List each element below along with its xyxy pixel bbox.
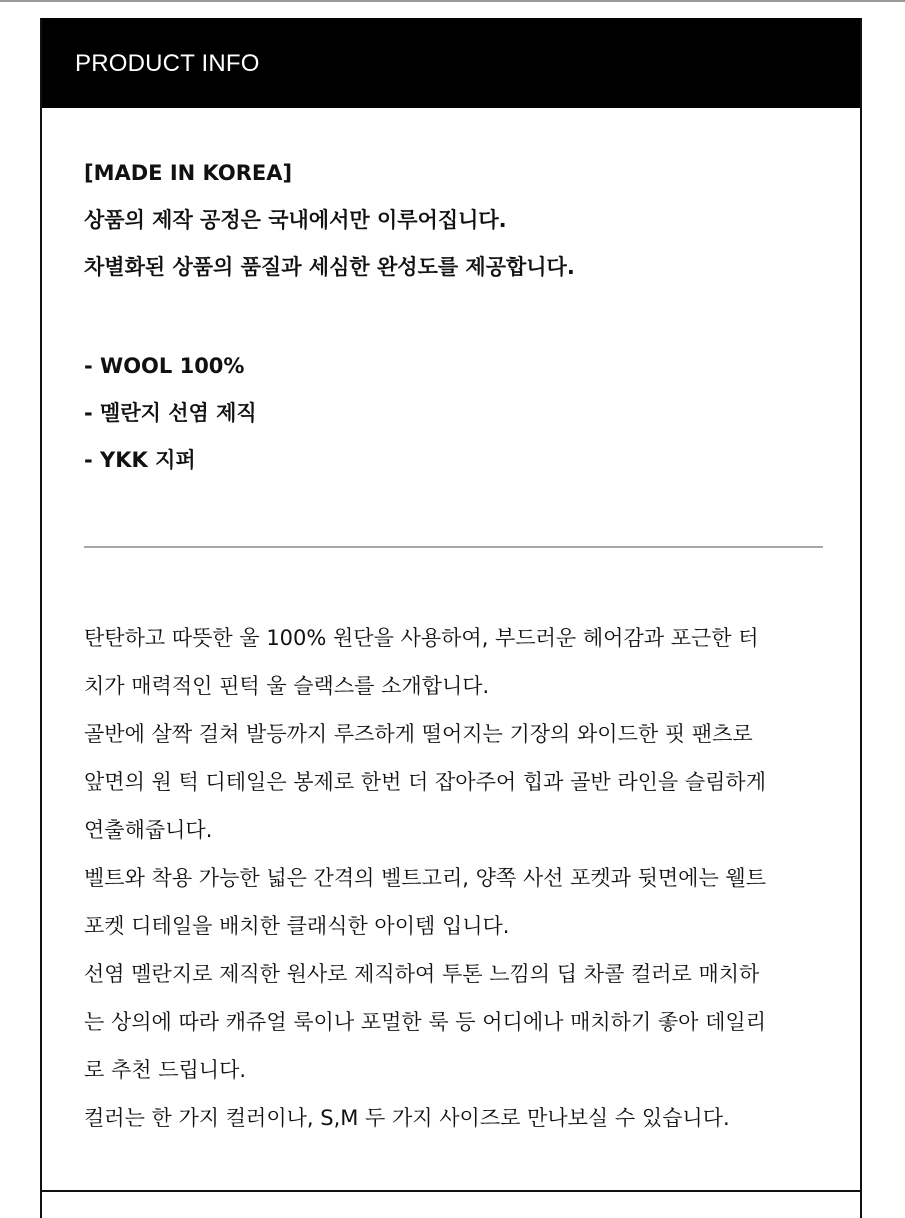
spec-item-weave: - 멜란지 선염 제직 <box>84 401 257 425</box>
intro-line-quality: 차별화된 상품의 품질과 세심한 완성도를 제공합니다. <box>84 255 575 279</box>
description-line: 로 추천 드립니다. <box>84 1058 247 1082</box>
description-line: 선염 멜란지로 제직한 원사로 제직하여 투톤 느낌의 딥 차콜 컬러로 매치하 <box>84 962 760 986</box>
product-info-header <box>42 18 860 108</box>
section-divider <box>84 546 823 548</box>
card-bottom-border <box>42 1190 860 1192</box>
description-line: 벨트와 착용 가능한 넓은 간격의 벨트고리, 양쪽 사선 포켓과 뒷면에는 웰트 <box>84 866 767 890</box>
spec-list <box>84 346 257 487</box>
product-description <box>84 616 844 1144</box>
description-line: 탄탄하고 따뜻한 울 100% 원단을 사용하여, 부드러운 헤어감과 포근한 터 <box>84 626 759 650</box>
product-info-title: PRODUCT INFO <box>75 50 260 77</box>
description-line: 포켓 디테일을 배치한 클래식한 아이템 입니다. <box>84 914 510 938</box>
made-in-korea-section <box>84 153 575 294</box>
description-line: 는 상의에 따라 캐쥬얼 룩이나 포멀한 룩 등 어디에나 매치하기 좋아 데일리 <box>84 1010 767 1034</box>
description-line: 연출해줍니다. <box>84 818 213 842</box>
spec-item-material: - WOOL 100% <box>84 354 245 378</box>
intro-line-production: 상품의 제작 공정은 국내에서만 이루어집니다. <box>84 208 507 232</box>
description-line: 골반에 살짝 걸쳐 발등까지 루즈하게 떨어지는 기장의 와이드한 핏 팬츠로 <box>84 722 753 746</box>
product-info-card <box>40 18 862 1218</box>
description-line: 앞면의 원 턱 디테일은 봉제로 한번 더 잡아주어 힙과 골반 라인을 슬림하게 <box>84 770 767 794</box>
made-in-korea-label: [MADE IN KOREA] <box>84 161 293 185</box>
description-line: 치가 매력적인 핀턱 울 슬랙스를 소개합니다. <box>84 674 490 698</box>
top-border-line <box>0 0 905 2</box>
spec-item-zipper: - YKK 지퍼 <box>84 448 196 472</box>
description-line: 컬러는 한 가지 컬러이나, S,M 두 가지 사이즈로 만나보실 수 있습니다. <box>84 1106 730 1130</box>
